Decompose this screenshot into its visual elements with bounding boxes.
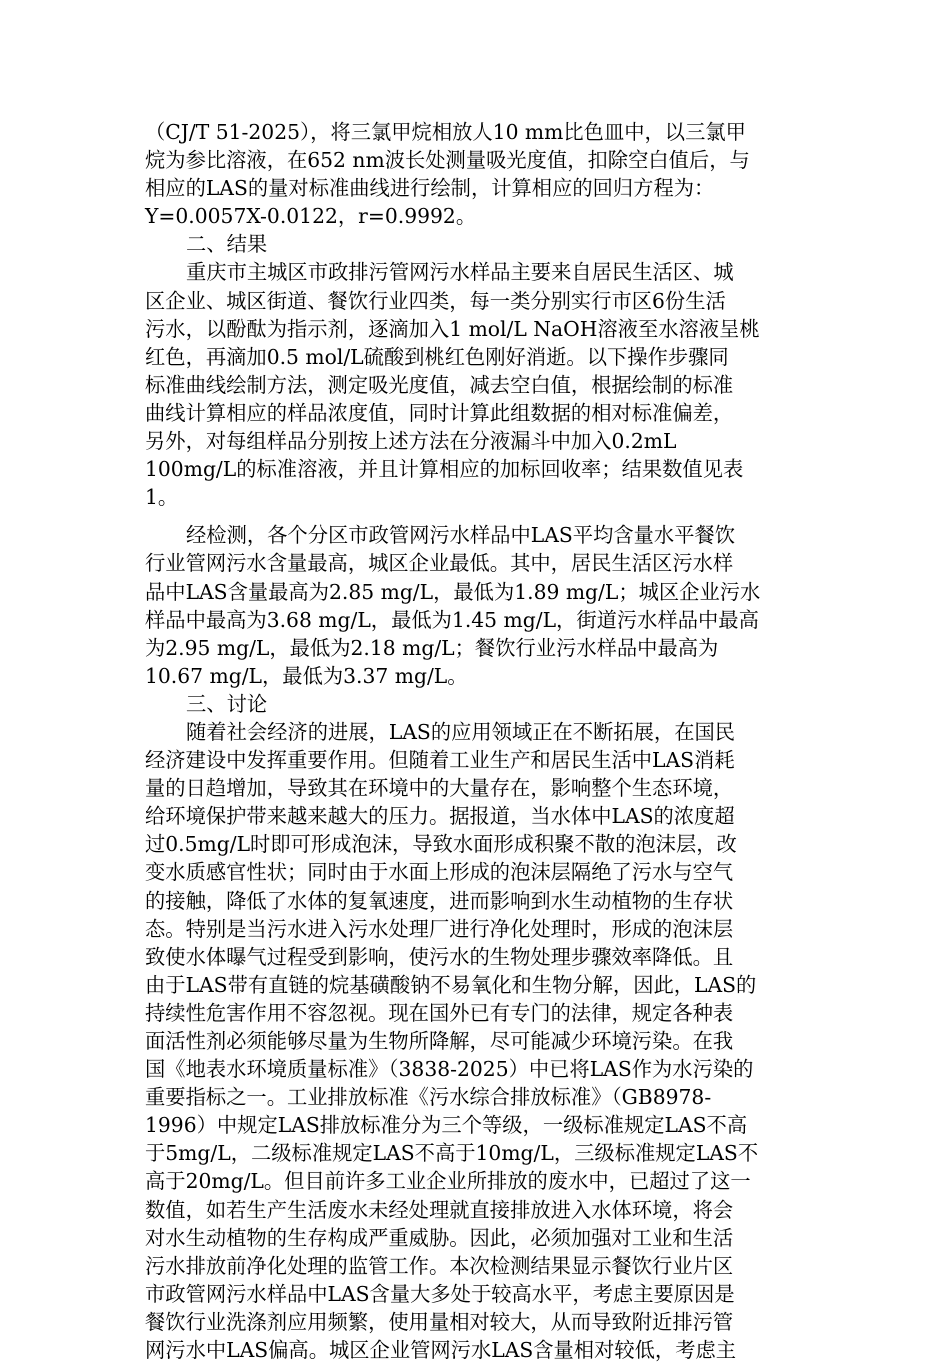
discussion-paragraph [145, 718, 810, 1364]
text-line: 为2.95 mg/L，最低为2.18 mg/L；餐饮行业污水样品中最高为 [145, 635, 719, 660]
text-line: 数值，如若生产生活废水未经处理就直接排放进入水体环境，将会 [145, 1197, 734, 1222]
text-line: 区企业、城区街道、餐饮行业四类，每一类分别实行市区6份生活 [145, 288, 726, 313]
text-line: 面活性剂必须能够尽量为生物所降解，尽可能减少环境污染。在我 [145, 1029, 734, 1053]
text-line: 重庆市主城区市政排污管网污水样品主要来自居民生活区、城 [186, 260, 734, 285]
text-line: 红色，再滴加0.5 mol/L硫酸到桃红色刚好消逝。以下操作步骤同 [145, 344, 729, 369]
text-line: 市政管网污水样品中LAS含量大多处于较高水平，考虑主要原因是 [145, 1281, 735, 1306]
results-paragraph-2 [145, 521, 810, 690]
text-line: 量的日趋增加，导致其在环境中的大量存在，影响整个生态环境， [145, 776, 734, 801]
text-line: 污水排放前净化处理的监管工作。本次检测结果显示餐饮行业片区 [145, 1253, 734, 1278]
text-line: 行业管网污水含量最高，城区企业最低。其中，居民生活区污水样 [145, 551, 734, 576]
text-line: 于5mg/L，二级标准规定LAS不高于10mg/L，三级标准规定LAS不 [145, 1141, 759, 1166]
text-line: 态。特别是当污水进入污水处理厂进行净化处理时，形成的泡沫层 [145, 916, 734, 941]
text-line: 曲线计算相应的样品浓度值，同时计算此组数据的相对标准偏差， [145, 400, 734, 425]
text-line: 经济建设中发挥重要作用。但随着工业生产和居民生活中LAS消耗 [145, 748, 735, 773]
text-line: 由于LAS带有直链的烷基磺酸钠不易氧化和生物分解，因此，LAS的 [145, 972, 757, 997]
text-line: 10.67 mg/L，最低为3.37 mg/L。 [145, 663, 468, 688]
text-line: 标准曲线绘制方法，测定吸光度值，减去空白值，根据绘制的标准 [145, 372, 734, 397]
text-line: 变水质感官性状；同时由于水面上形成的泡沫层隔绝了污水与空气 [145, 860, 734, 885]
results-paragraph-1 [145, 258, 810, 511]
text-line: 样品中最高为3.68 mg/L，最低为1.45 mg/L，街道污水样品中最高 [145, 607, 759, 632]
text-line: 重要指标之一。工业排放标准《污水综合排放标准》（GB8978- [145, 1085, 712, 1110]
text-line: 致使水体曝气过程受到影响，使污水的生物处理步骤效率降低。且 [145, 944, 734, 969]
section-heading-discussion: 三、讨论 [186, 691, 268, 716]
text-line: 过0.5mg/L时即可形成泡沫，导致水面形成积聚不散的泡沫层，改 [145, 832, 737, 857]
text-line: 1996）中规定LAS排放标准分为三个等级，一级标准规定LAS不高 [145, 1113, 748, 1138]
text-line: 网污水中LAS偏高。城区企业管网污水LAS含量相对较低，考虑主 [145, 1338, 737, 1363]
text-line: 餐饮行业洗涤剂应用频繁，使用量相对较大，从而导致附近排污管 [145, 1309, 734, 1334]
text-line: Y=0.0057X-0.0122，r=0.9992。 [145, 204, 477, 229]
method-paragraph-tail [145, 118, 810, 230]
section-heading-results: 二、结果 [186, 232, 268, 257]
text-line: 品中LAS含量最高为2.85 mg/L，最低为1.89 mg/L；城区企业污水 [145, 579, 761, 604]
text-line: 污水，以酚酞为指示剂，逐滴加入1 mol/L NaOH溶液至水溶液呈桃 [145, 316, 760, 341]
text-line: 烷为参比溶液，在652 nm波长处测量吸光度值，扣除空白值后，与 [145, 148, 750, 173]
document-page [145, 118, 810, 1364]
text-line: 另外，对每组样品分别按上述方法在分液漏斗中加入0.2mL [145, 429, 677, 454]
text-line: 给环境保护带来越来越大的压力。据报道，当水体中LAS的浓度超 [145, 804, 735, 829]
text-line: 随着社会经济的进展，LAS的应用领域正在不断拓展，在国民 [186, 719, 736, 744]
text-line: 国《地表水环境质量标准》（3838-2025）中已将LAS作为水污染的 [145, 1057, 754, 1082]
paragraph-gap [145, 511, 810, 521]
text-line: 高于20mg/L。但目前许多工业企业所排放的废水中，已超过了这一 [145, 1169, 751, 1194]
text-line: （CJ/T 51-2025），将三氯甲烷相放人10 mm比色皿中，以三氯甲 [145, 120, 746, 144]
text-line: 的接触，降低了水体的复氧速度，进而影响到水生动植物的生存状 [145, 888, 734, 913]
text-line: 100mg/L的标准溶液，并且计算相应的加标回收率；结果数值见表 [145, 457, 744, 482]
text-line: 相应的LAS的量对标准曲线进行绘制，计算相应的回归方程为： [145, 176, 715, 201]
text-line: 对水生动植物的生存构成严重威胁。因此，必须加强对工业和生活 [145, 1225, 734, 1250]
text-line: 持续性危害作用不容忽视。现在国外已有专门的法律，规定各种表 [145, 1000, 734, 1025]
text-line: 1。 [145, 485, 179, 510]
text-line: 经检测，各个分区市政管网污水样品中LAS平均含量水平餐饮 [186, 523, 736, 548]
